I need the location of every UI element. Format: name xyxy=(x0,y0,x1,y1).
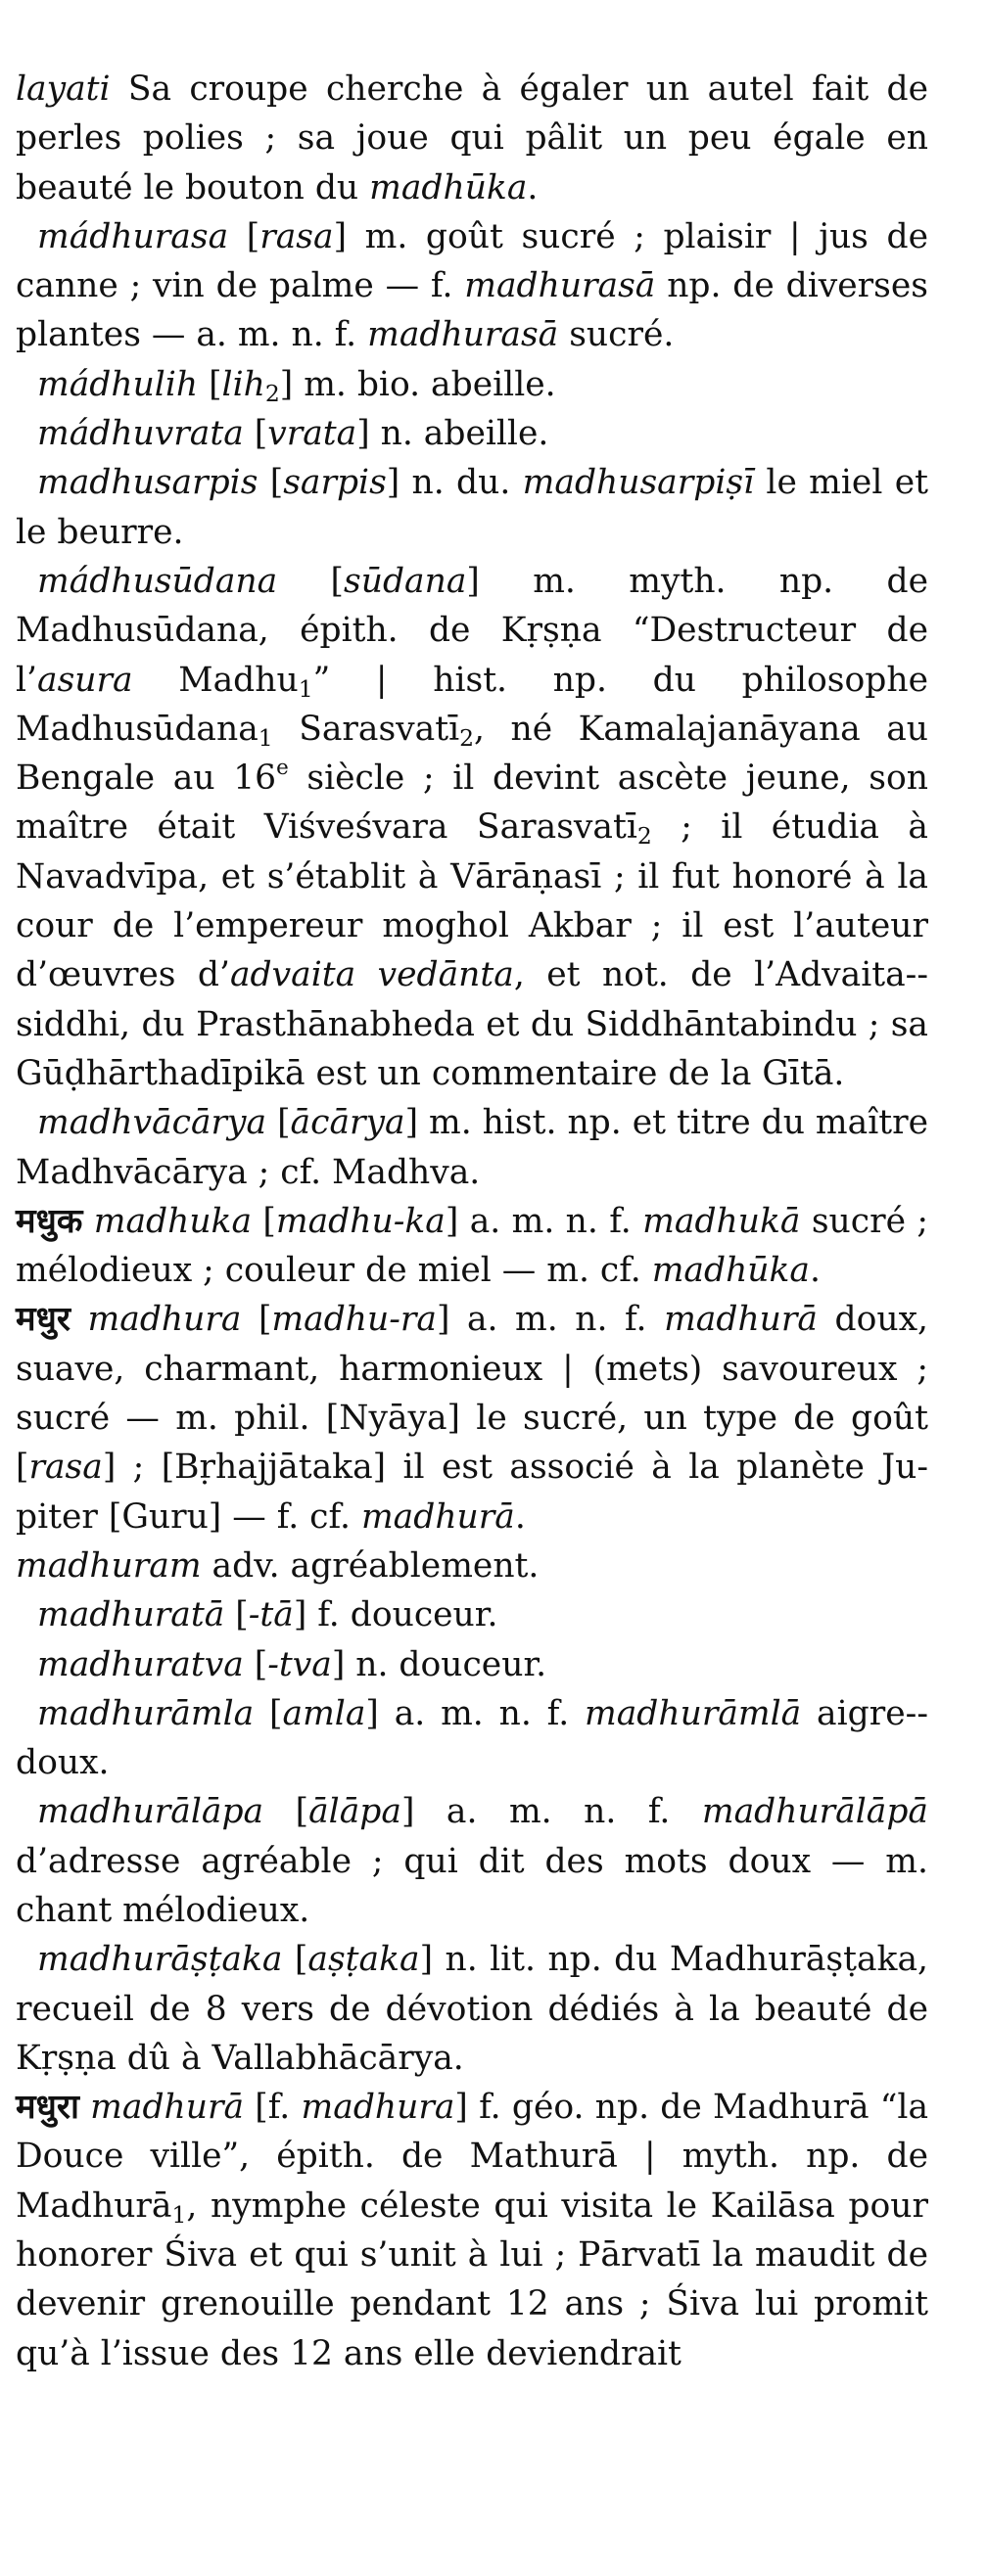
entry-text: . xyxy=(527,167,539,207)
dictionary-entry xyxy=(16,1787,928,1935)
entry-text: ] n. du. xyxy=(386,463,523,503)
entry-text: [ xyxy=(228,216,260,256)
italic-term: rasa xyxy=(28,1448,103,1488)
italic-term: madhurālāpā xyxy=(701,1792,928,1832)
italic-term: madhurāṣṭaka xyxy=(37,1940,283,1980)
entry-text: [ xyxy=(263,1792,309,1832)
italic-term: madhusarpiṣī xyxy=(522,463,755,503)
entry-text xyxy=(79,2088,90,2127)
italic-term: madhurā xyxy=(90,2088,245,2128)
entry-text: adv. agréablement. xyxy=(201,1545,540,1586)
entry-text: ] n. abeille. xyxy=(356,414,549,454)
italic-term: sarpis xyxy=(283,463,387,503)
entry-text: ] n. lit. np. du Madhurāṣṭaka, recueil de 8 vers de dévotion dédiés à la beauté de Kṛṣṇa dû à Vallabhācārya. xyxy=(16,1940,928,2078)
entry-text: ] f. douceur. xyxy=(293,1595,498,1635)
italic-term: madhuka xyxy=(93,1201,253,1241)
italic-term: -tva xyxy=(267,1644,332,1684)
entry-text: [ xyxy=(258,463,284,503)
italic-term: madhu-ka xyxy=(275,1201,446,1241)
entry-text: d’adresse agréable ; qui dit des mots doux — m. chant mélodieux. xyxy=(16,1841,928,1930)
entry-text: ] ; [Bṛhajjātaka] il est associé à la planète Jupiter [Guru] — f. cf. xyxy=(16,1448,928,1537)
italic-term: ālāpa xyxy=(308,1792,401,1832)
superscript: e xyxy=(276,756,289,781)
entry-text: ] m. myth. np. de Madhusūdana, épith. de Kṛṣṇa “Destructeur de l’ xyxy=(16,561,928,700)
dictionary-entry xyxy=(16,458,928,557)
devanagari-headword: मधुरा xyxy=(16,2088,79,2128)
entry-text: [ xyxy=(243,1644,268,1684)
dictionary-entry xyxy=(16,65,928,212)
subscript-index: 1 xyxy=(258,723,273,752)
dictionary-entry xyxy=(16,1640,928,1689)
dictionary-entry xyxy=(16,1197,928,1296)
dictionary-entry xyxy=(16,360,928,409)
subscript-index: 2 xyxy=(636,822,652,851)
italic-term: mádhurasa xyxy=(37,216,229,256)
entry-text: doux, suave, charmant, harmonieux | (mets) savoureux ; sucré — m. phil. [Nyāya] le sucré, un type de goût [ xyxy=(16,1300,929,1488)
italic-term: mádhulih xyxy=(37,364,199,404)
entry-text: Madhu xyxy=(132,660,299,700)
entry-text: [ xyxy=(277,561,345,601)
dictionary-entry xyxy=(16,557,928,1098)
italic-term: madhuratva xyxy=(37,1644,244,1684)
entry-text: ] a. m. n. f. xyxy=(365,1693,586,1733)
entry-text: , né Kamalajanāyana au Bengale au 16 xyxy=(16,709,928,799)
subscript-index: 1 xyxy=(171,2200,187,2229)
entry-text xyxy=(70,1300,88,1339)
italic-term: madhusarpis xyxy=(37,463,258,503)
entry-text: [ xyxy=(254,1693,283,1733)
italic-term: madhura xyxy=(301,2088,455,2128)
entry-text: , nymphe céleste qui visita le Kailāsa pour honorer Śiva et qui s’unit à lui ; Pārvatī la maudit de devenir grenouille pendant 12 ans ; Śiva lui promit qu’à l’issue des 12 ans elle deviendrait xyxy=(16,2185,928,2373)
devanagari-headword: मधुर xyxy=(16,1300,70,1340)
italic-term: madhurāmla xyxy=(37,1693,255,1733)
entry-text: [ xyxy=(266,1103,291,1143)
entry-text: [f. xyxy=(244,2088,302,2128)
italic-term: amla xyxy=(282,1693,366,1733)
entry-text: . xyxy=(809,1251,821,1291)
italic-term: madhurā xyxy=(360,1496,515,1537)
entry-text: . xyxy=(514,1496,526,1537)
subscript-index: 1 xyxy=(298,674,313,703)
italic-term: layati xyxy=(16,69,111,109)
entry-text: ] a. m. n. f. xyxy=(436,1300,665,1340)
italic-term: asura xyxy=(37,660,133,700)
entry-text: [ xyxy=(224,1595,249,1635)
italic-term: lih xyxy=(221,364,265,404)
italic-term: madhurasā xyxy=(464,266,656,306)
italic-term: madhuratā xyxy=(37,1595,225,1635)
italic-term: madhuram xyxy=(16,1545,202,1586)
entry-text: [ xyxy=(241,1300,272,1340)
entry-text: , et not. de l’Advaita-siddhi, du Prasthānabheda et du Siddhāntabindu ; sa Gūḍhārthadīpikā est un commentaire de la Gītā. xyxy=(16,955,929,1093)
italic-term: aṣṭaka xyxy=(307,1940,420,1980)
italic-term: sūdana xyxy=(344,561,467,601)
dictionary-entry xyxy=(16,1098,928,1197)
italic-term: ācārya xyxy=(290,1103,405,1143)
dictionary-entry xyxy=(16,2083,928,2378)
entry-text: [ xyxy=(252,1201,276,1241)
italic-term: madhurā xyxy=(664,1300,818,1340)
italic-term: madhu-ra xyxy=(271,1300,437,1340)
entry-text: aigre-doux. xyxy=(16,1693,928,1783)
entry-text: ] m. hist. np. et titre du maître Madhvācārya ; cf. Madhva. xyxy=(16,1103,928,1192)
italic-term: -tā xyxy=(248,1595,294,1635)
entry-text: ] a. m. n. f. xyxy=(445,1201,643,1241)
entry-text: ] a. m. n. f. xyxy=(400,1792,702,1832)
entry-text: sucré. xyxy=(558,315,675,355)
italic-term: mádhuvrata xyxy=(37,414,244,454)
entry-text: ” | hist. np. du philosophe Madhusūdana xyxy=(16,660,928,749)
entry-text: sucré ; mélodieux ; couleur de miel — m. cf. xyxy=(16,1201,928,1291)
italic-term: madhura xyxy=(87,1300,242,1340)
dictionary-entry xyxy=(16,1590,928,1639)
entry-text: [ xyxy=(243,414,268,454)
dictionary-entry xyxy=(16,1295,928,1541)
italic-term: madhurālāpa xyxy=(37,1792,264,1832)
italic-term: madhukā xyxy=(642,1201,801,1241)
entry-text: ] f. géo. np. de Madhurā “la Douce ville”, épith. de Mathurā | myth. np. de Madhurā xyxy=(16,2088,929,2226)
dictionary-entry xyxy=(16,1541,928,1590)
subscript-index: 2 xyxy=(264,379,280,407)
italic-term: madhurasā xyxy=(367,315,559,355)
italic-term: madhūka xyxy=(369,167,528,207)
entry-text: Sarasvatī xyxy=(272,709,460,749)
entry-text: ] m. goût sucré ; plaisir | jus de canne ; vin de palme — f. xyxy=(16,216,928,306)
dictionary-entry xyxy=(16,409,928,458)
entry-text: np. de diverses plantes — a. m. n. f. xyxy=(16,266,928,355)
entry-text: le miel et le beurre. xyxy=(16,463,928,552)
entry-text: Sa croupe cherche à égaler un autel fait de perles polies ; sa joue qui pâlit un peu égale en beauté le bouton du xyxy=(16,69,928,207)
italic-term: mádhusūdana xyxy=(37,561,278,601)
entry-text: ; il étudia à Navadvīpa, et s’établit à Vārāṇasī ; il fut honoré à la cour de l’empereur moghol Akbar ; il est l’auteur d’œuvres d’ xyxy=(16,807,928,995)
entry-text: [ xyxy=(282,1940,308,1980)
italic-term: rasa xyxy=(259,216,334,256)
italic-term: vrata xyxy=(267,414,357,454)
entry-text: ] n. douceur. xyxy=(331,1644,547,1684)
italic-term: madhūka xyxy=(651,1251,810,1291)
entry-text: ] m. bio. abeille. xyxy=(279,364,556,404)
italic-term: madhvācārya xyxy=(37,1103,267,1143)
entry-text xyxy=(82,1202,93,1241)
devanagari-headword: मधुक xyxy=(16,1201,83,1241)
dictionary-entry xyxy=(16,1935,928,2083)
dictionary-entry xyxy=(16,212,928,360)
entry-text: siècle ; il devint ascète jeune, son maître était Viśveśvara Sarasvatī xyxy=(16,759,928,848)
italic-term: madhurāmlā xyxy=(585,1693,802,1733)
subscript-index: 2 xyxy=(459,723,475,752)
dictionary-entry xyxy=(16,1689,928,1788)
italic-term: advaita vedānta xyxy=(229,955,514,995)
entry-text: [ xyxy=(198,364,222,404)
